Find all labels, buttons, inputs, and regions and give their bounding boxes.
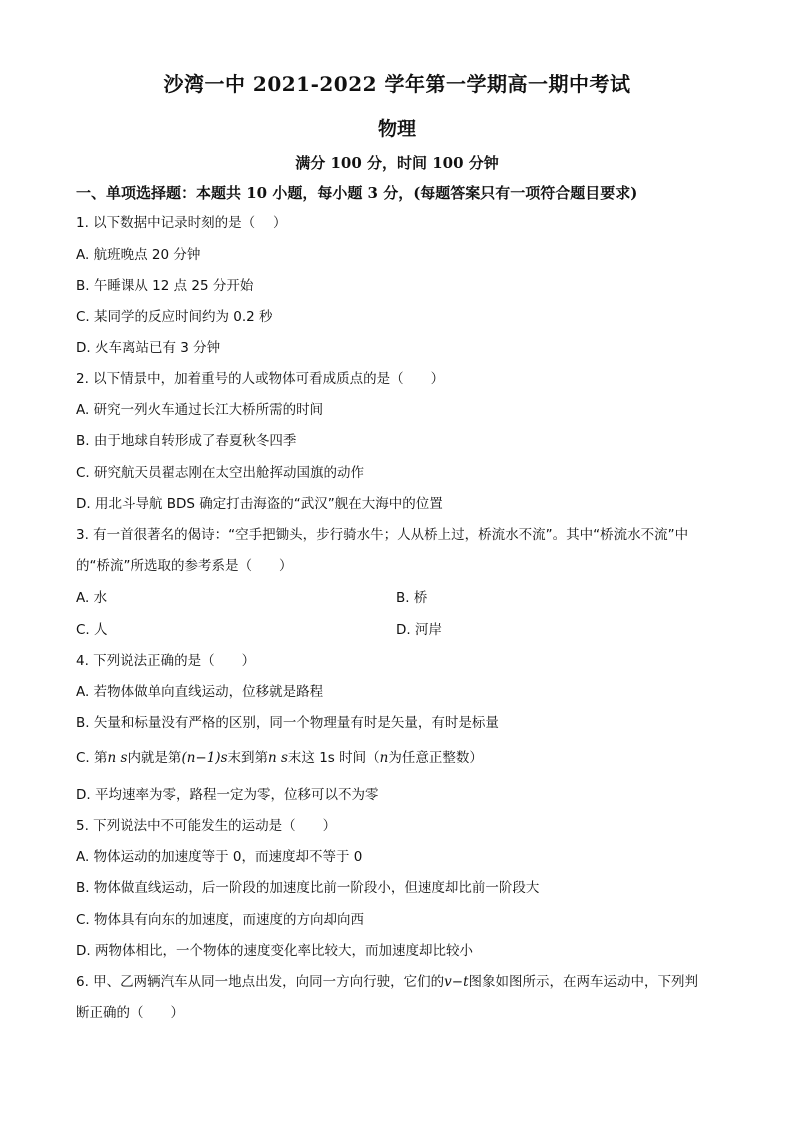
q5-option-a: A. 物体运动的加速度等于 0，而速度却不等于 0 xyxy=(76,849,363,865)
q4-c-formula-3: n s xyxy=(268,750,288,766)
q1-option-d: D. 火车离站已有 3 分钟 xyxy=(76,340,221,356)
q1-option-a: A. 航班晚点 20 分钟 xyxy=(76,247,201,263)
q4-c-prefix: C. 第 xyxy=(76,750,108,766)
q3-option-b: B. 桥 xyxy=(396,590,428,606)
q4-option-a: A. 若物体做单向直线运动，位移就是路程 xyxy=(76,684,324,700)
q4-c-formula-1: n s xyxy=(107,750,128,766)
q2-option-c: C. 研究航天员翟志刚在太空出舱挥动国旗的动作 xyxy=(76,465,365,481)
section-heading: 一、单项选择题：本题共 10 小题，每小题 3 分，(每题答案只有一项符合题目要求) xyxy=(76,184,638,202)
q5-option-d: D. 两物体相比，一个物体的速度变化率比较大，而加速度却比较小 xyxy=(76,943,473,959)
q1-option-b: B. 午睡课从 12 点 25 分开始 xyxy=(76,278,254,294)
q6-stem-line2: 断正确的（ ） xyxy=(76,1005,184,1021)
q2-option-d: D. 用北斗导航 BDS 确定打击海盗的“武汉”舰在大海中的位置 xyxy=(76,496,443,512)
q6-stem-line1 xyxy=(76,973,698,991)
exam-title: 沙湾一中 2021-2022 学年第一学期高一期中考试 xyxy=(163,72,631,96)
q3-option-c: C. 人 xyxy=(76,622,108,638)
q4-c-text-3: 末这 1s 时间（ xyxy=(287,750,380,766)
q4-option-c xyxy=(76,749,483,767)
q6-stem-prefix: 6. 甲、乙两辆汽车从同一地点出发，向同一方向行驶，它们的 xyxy=(76,974,445,990)
q4-c-suffix: 为任意正整数） xyxy=(388,750,483,766)
q3-stem-line2: 的“桥流”所选取的参考系是（ ） xyxy=(76,558,293,574)
q1-stem: 1. 以下数据中记录时刻的是（ ） xyxy=(76,215,287,231)
q3-stem-line1: 3. 有一首很著名的偈诗：“空手把锄头，步行骑水牛；人从桥上过，桥流水不流”。其中“桥流水不流”中 xyxy=(76,527,689,543)
q2-stem: 2. 以下情景中，加着重号的人或物体可看成质点的是（ ） xyxy=(76,371,445,387)
q4-option-d: D. 平均速率为零，路程一定为零，位移可以不为零 xyxy=(76,787,379,803)
q5-option-c: C. 物体具有向东的加速度，而速度的方向却向西 xyxy=(76,912,365,928)
q4-stem: 4. 下列说法正确的是（ ） xyxy=(76,653,256,669)
subject-title: 物理 xyxy=(377,118,416,140)
q4-option-b: B. 矢量和标量没有严格的区别，同一个物理量有时是矢量，有时是标量 xyxy=(76,715,499,731)
q4-c-text-2: 末到第 xyxy=(227,750,268,766)
q5-stem: 5. 下列说法中不可能发生的运动是（ ） xyxy=(76,818,337,834)
q5-option-b: B. 物体做直线运动，后一阶段的加速度比前一阶段小，但速度却比前一阶段大 xyxy=(76,880,540,896)
q4-c-text-1: 内就是第 xyxy=(127,750,182,766)
q2-option-a: A. 研究一列火车通过长江大桥所需的时间 xyxy=(76,402,324,418)
q4-c-formula-4: n xyxy=(379,750,389,766)
q3-option-d: D. 河岸 xyxy=(396,622,442,638)
q1-option-c: C. 某同学的反应时间约为 0.2 秒 xyxy=(76,309,273,325)
q3-option-a: A. 水 xyxy=(76,590,108,606)
q6-stem-suffix: 图象如图所示，在两车运动中，下列判 xyxy=(468,974,699,990)
exam-info: 满分 100 分，时间 100 分钟 xyxy=(295,154,499,172)
q4-c-formula-2: (n−1)s xyxy=(181,750,228,766)
q2-option-b: B. 由于地球自转形成了春夏秋冬四季 xyxy=(76,433,297,449)
q6-vt-formula: v−t xyxy=(444,974,469,990)
